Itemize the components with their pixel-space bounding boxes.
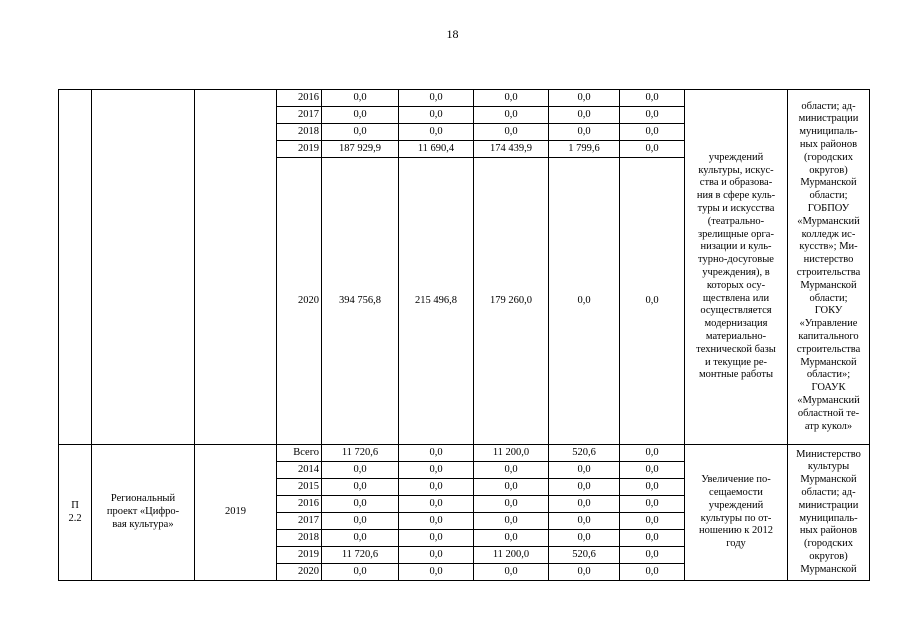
value-cell: 0,0: [399, 124, 474, 141]
total-cell: 0,0: [322, 479, 399, 496]
year-cell: 2015: [277, 479, 322, 496]
year-cell: 2020: [277, 564, 322, 581]
result-line: учреждения), в: [702, 267, 770, 278]
total-cell: 0,0: [322, 513, 399, 530]
value-cell: 0,0: [620, 445, 685, 462]
executor-line: нистерство: [803, 254, 854, 266]
executor-line: министрации: [798, 113, 859, 125]
value-cell: 0,0: [549, 158, 620, 445]
total-cell: 0,0: [322, 90, 399, 107]
executor-line: округов): [809, 550, 848, 562]
result-line: материально-: [705, 330, 767, 342]
value-cell: 0,0: [549, 479, 620, 496]
total-cell: 0,0: [322, 496, 399, 513]
result-cell: [685, 445, 788, 581]
executor-line: муниципаль-: [799, 126, 858, 138]
year-cell: 2019: [277, 547, 322, 564]
year-cell: 2018: [277, 124, 322, 141]
value-cell: 0,0: [399, 462, 474, 479]
value-cell: 0,0: [620, 513, 685, 530]
value-cell: 11 690,4: [399, 141, 474, 158]
year-cell: 2018: [277, 530, 322, 547]
table-row: [59, 445, 870, 462]
value-cell: 0,0: [399, 530, 474, 547]
name-cell: [92, 90, 195, 445]
executor-line: Министерство: [796, 448, 861, 460]
year-cell: 2020: [277, 158, 322, 445]
value-cell: 0,0: [399, 445, 474, 462]
value-cell: 215 496,8: [399, 158, 474, 445]
executor-line: Мурманской: [800, 356, 857, 368]
value-cell: 0,0: [399, 496, 474, 513]
result-line: туры и искусства: [697, 203, 775, 215]
value-cell: 0,0: [399, 90, 474, 107]
period-cell: 2019: [195, 445, 277, 581]
executor-line: области; ад-: [801, 100, 856, 112]
value-cell: 0,0: [474, 530, 549, 547]
value-cell: 0,0: [549, 513, 620, 530]
result-line: ния в сфере куль-: [696, 190, 776, 202]
value-cell: 520,6: [549, 445, 620, 462]
value-cell: 0,0: [474, 90, 549, 107]
result-line: Увеличение по-: [701, 474, 771, 486]
value-cell: 0,0: [399, 564, 474, 581]
executor-line: области»;: [806, 369, 851, 381]
executor-line: ГОКУ: [814, 305, 843, 317]
value-cell: 0,0: [620, 141, 685, 158]
result-line: году: [726, 538, 746, 550]
value-cell: 0,0: [399, 107, 474, 124]
executor-line: округов): [809, 164, 848, 176]
value-cell: 1 799,6: [549, 141, 620, 158]
executor-line: областной те-: [797, 407, 860, 419]
total-cell: 0,0: [322, 462, 399, 479]
name-line: вая культура»: [112, 518, 174, 530]
value-cell: 0,0: [620, 479, 685, 496]
executor-line: Мурманской: [800, 279, 857, 291]
result-line: технической базы: [696, 343, 776, 355]
value-cell: 0,0: [474, 124, 549, 141]
executor-line: (городских: [804, 538, 853, 550]
executor-line: строительства: [796, 343, 861, 355]
year-cell: 2014: [277, 462, 322, 479]
total-cell: 394 756,8: [322, 158, 399, 445]
total-cell: 0,0: [322, 564, 399, 581]
value-cell: 0,0: [549, 564, 620, 581]
total-cell: 11 720,6: [322, 445, 399, 462]
value-cell: 174 439,9: [474, 141, 549, 158]
code-cell: [59, 90, 92, 445]
executor-line: колледж ис-: [801, 228, 856, 240]
result-line: которых осу-: [706, 279, 766, 291]
total-cell: 0,0: [322, 107, 399, 124]
result-line: модернизация: [704, 318, 768, 330]
year-cell: 2017: [277, 107, 322, 124]
value-cell: 0,0: [620, 107, 685, 124]
value-cell: 0,0: [474, 564, 549, 581]
executor-line: области;: [809, 190, 848, 202]
total-cell: 0,0: [322, 530, 399, 547]
result-line: учреждений: [708, 499, 764, 511]
executor-line: строительства: [796, 267, 861, 278]
value-cell: 0,0: [620, 158, 685, 445]
value-cell: 0,0: [620, 462, 685, 479]
result-line: и текущие ре-: [704, 356, 768, 368]
value-cell: 0,0: [549, 107, 620, 124]
value-cell: 0,0: [620, 124, 685, 141]
result-line: зрелищные орга-: [698, 228, 774, 240]
executor-line: атр кукол»: [804, 420, 853, 432]
result-line: культуры, искус-: [698, 164, 774, 176]
value-cell: 0,0: [399, 547, 474, 564]
executor-line: области; ад-: [801, 486, 856, 498]
value-cell: 0,0: [549, 530, 620, 547]
value-cell: 11 200,0: [474, 547, 549, 564]
name-line: проект «Цифро-: [106, 506, 180, 518]
year-cell: 2016: [277, 496, 322, 513]
result-line: учреждений: [708, 151, 764, 163]
result-line: турно-досуговые: [698, 254, 774, 266]
result-cell: [685, 90, 788, 445]
value-cell: 11 200,0: [474, 445, 549, 462]
table-row: [59, 90, 870, 107]
year-cell: Всего: [277, 445, 322, 462]
result-line: ношению к 2012: [698, 525, 774, 537]
result-line: (театрально-: [707, 215, 765, 227]
year-cell: 2016: [277, 90, 322, 107]
result-line: ществлена или: [702, 292, 770, 304]
code-cell: [59, 445, 92, 581]
year-cell: 2019: [277, 141, 322, 158]
total-cell: 0,0: [322, 124, 399, 141]
result-line: культуры по от-: [700, 512, 772, 524]
result-line: сещаемости: [709, 486, 763, 498]
executor-cell: [788, 90, 870, 445]
value-cell: 0,0: [620, 496, 685, 513]
value-cell: 0,0: [474, 107, 549, 124]
executor-line: Мурманской: [800, 474, 857, 486]
result-line: монтные работы: [698, 369, 774, 381]
value-cell: 0,0: [474, 496, 549, 513]
value-cell: 0,0: [549, 90, 620, 107]
value-cell: 179 260,0: [474, 158, 549, 445]
value-cell: 520,6: [549, 547, 620, 564]
program-table: [58, 89, 870, 581]
result-line: ства и образова-: [699, 177, 773, 189]
period-cell: [195, 90, 277, 445]
value-cell: 0,0: [474, 479, 549, 496]
executor-line: министрации: [798, 499, 859, 511]
result-line: осуществляется: [700, 305, 772, 317]
executor-line: ГОБПОУ: [807, 203, 850, 215]
value-cell: 0,0: [549, 462, 620, 479]
value-cell: 0,0: [549, 496, 620, 513]
name-cell: [92, 445, 195, 581]
value-cell: 0,0: [620, 90, 685, 107]
total-cell: 11 720,6: [322, 547, 399, 564]
value-cell: 0,0: [474, 462, 549, 479]
executor-line: капитального: [798, 330, 859, 342]
value-cell: 0,0: [399, 513, 474, 530]
executor-line: области;: [809, 292, 848, 304]
value-cell: 0,0: [620, 530, 685, 547]
executor-cell: [788, 445, 870, 581]
executor-line: Мурманской: [800, 563, 857, 575]
executor-line: «Мурманский: [797, 215, 860, 227]
name-line: Региональный: [110, 493, 176, 505]
executor-line: ных районов: [799, 139, 858, 151]
executor-line: (городских: [804, 151, 853, 163]
executor-line: Мурманской: [800, 177, 857, 189]
year-cell: 2017: [277, 513, 322, 530]
result-line: низации и куль-: [700, 241, 772, 253]
executor-line: «Управление: [799, 318, 858, 330]
executor-line: культуры: [807, 461, 850, 473]
value-cell: 0,0: [549, 124, 620, 141]
executor-line: кусств»; Ми-: [799, 241, 858, 253]
executor-line: муниципаль-: [799, 512, 858, 524]
value-cell: 0,0: [474, 513, 549, 530]
total-cell: 187 929,9: [322, 141, 399, 158]
executor-line: ных районов: [799, 525, 858, 537]
page-number: 18: [446, 27, 459, 41]
executor-line: «Мурманский: [797, 394, 860, 406]
value-cell: 0,0: [620, 547, 685, 564]
value-cell: 0,0: [620, 564, 685, 581]
code-line: П: [71, 499, 79, 511]
executor-line: ГОАУК: [811, 382, 846, 394]
value-cell: 0,0: [399, 479, 474, 496]
code-line: 2.2: [68, 512, 82, 524]
